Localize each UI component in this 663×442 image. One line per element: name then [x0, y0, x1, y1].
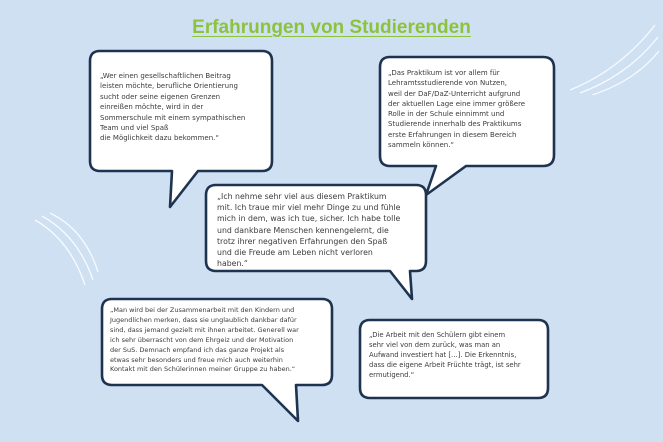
- quote-bubble-2: [378, 55, 558, 200]
- quote-text: „Das Praktikum ist vor allem für Lehramtsstudierende von Nutzen, weil der DaF/DaZ-Unterricht aufgrund der aktuellen Lage eine immer größere Rolle in der Schule einnimmt und Studierende innerhalb des Praktikums erste Erfahrungen in diesem Bereich sammeln können.“: [388, 69, 526, 150]
- page-title: Erfahrungen von Studierenden: [192, 17, 471, 38]
- quote-text: „Wer einen gesellschaftlichen Beitrag leisten möchte, berufliche Orientierung sucht oder seine eigenen Grenzen einreißen möchte, wird in der Sommerschule mit einem sympathischen Team und viel Spaß die Möglichkeit dazu bekommen.“: [100, 72, 246, 143]
- quote-text: „Man wird bei der Zusammenarbeit mit den Kindern und Jugendlichen merken, dass sie unglaublich dankbar dafür sind, dass jemand gezielt mit ihnen arbeitet. Generell war ich sehr überrascht von dem Ehrgeiz und der Motivation der SuS. Demnach empfand ich das ganze Projekt als etwas sehr besonders und freue mich auch weiterhin Kontakt mit den Schülerinnen meiner Gruppe zu haben.“: [110, 306, 299, 374]
- quote-bubble-5: [358, 318, 553, 404]
- quote-bubble-3: [204, 183, 432, 303]
- decorative-swoosh-right: [560, 15, 660, 95]
- quote-bubble-4: [100, 297, 340, 427]
- quote-text: „Ich nehme sehr viel aus diesem Praktikum mit. Ich traue mir viel mehr Dinge zu und fühle mich in dem, was ich tue, sicher. Ich habe tolle und dankbare Menschen kennengelernt, die trotz ihrer negativen Erfahrungen den Spaß und die Freude am Leben nicht verloren haben.“: [217, 192, 401, 269]
- decorative-swoosh-left: [30, 210, 100, 290]
- quote-text: „Die Arbeit mit den Schülern gibt einem sehr viel von dem zurück, was man an Aufwand investiert hat […]. Die Erkenntnis, dass die eigene Arbeit Früchte trägt, ist sehr ermutigend.“: [369, 331, 521, 380]
